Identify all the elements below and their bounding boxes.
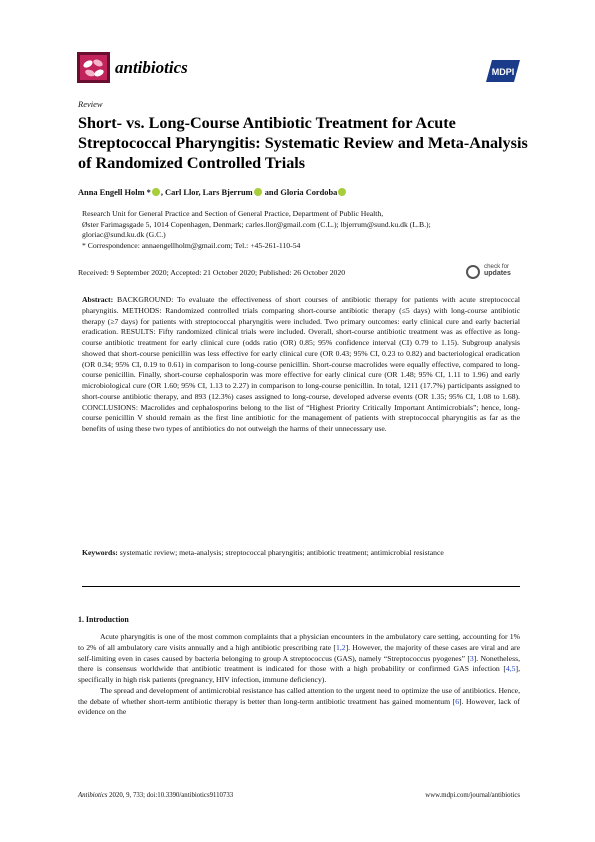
article-type: Review: [78, 99, 103, 109]
author-name: Carl Llor: [165, 188, 199, 197]
author-separator: ,: [198, 188, 203, 197]
keywords: [82, 548, 520, 559]
author-separator: and: [262, 188, 281, 197]
author-name: Gloria Cordoba: [280, 188, 338, 197]
journal-logo-icon: [77, 52, 110, 83]
check-updates-label: check for updates: [484, 263, 511, 277]
footer-journal: Antibiotics: [78, 792, 108, 799]
author-name: Anna Engell Holm *: [78, 188, 151, 197]
abstract-text: BACKGROUND: To evaluate the effectiveness of short courses of antibiotic therapy for patients with acute streptococcal pharyngitis. METHODS: Randomized controlled trials comparing short-course antibiotic therapy (≤5 days) with long-course antibiotic therapy (≥7 days) for patients with streptococcal pharyngitis were included. Two primary outcomes: early clinical cure and early bacterial eradication. RESULTS: Fifty randomized clinical trials were included. Overall, short-course antibiotic treatment was as effective as long-course antibiotic treatment for early clinical cure (odds ratio (OR) 0.85; 95% confidence interval (CI) 0.79 to 1.15). Subgroup analysis showed that short-course penicillin was less effective for early clinical cure (OR 0.43; 95% CI, 0.23 to 0.82) and bacteriological eradication (OR 0.34; 95% CI, 0.19 to 0.61) in comparison to long-course penicillin. Short-course macrolides were equally effective, compared to long-course penicillin. Finally, short-course cephalosporin was more effective for early clinical cure (OR 1.48; 95% CI, 1.11 to 1.96) and early microbiological cure (OR 1.60; 95% CI, 1.13 to 2.27) in comparison to long-course penicillin. In total, 1211 (17.7%) participants assigned to short-course antibiotic therapy, and 893 (12.3%) cases assigned to long-course, developed adverse events (OR 1.35; 95% CI, 1.08 to 1.68). CONCLUSIONS: Macrolides and cephalosporins belong to the list of “Highest Priority Critically Important Antimicrobials”; hence, long-course penicillin V should remain as the first line antibiotic for the management of patients with streptococcal pharyngitis as far as the benefits of using these two types of antibiotics do not outweigh the harms of their unnecessary use.: [82, 295, 520, 433]
mdpi-logo-text: MDPI: [491, 67, 515, 77]
citation-link[interactable]: 3: [469, 653, 474, 663]
journal-name: antibiotics: [115, 58, 188, 77]
footer-citation: Antibiotics 2020, 9, 733; doi:10.3390/antibiotics9110733: [78, 792, 234, 799]
correspondence-line[interactable]: * Correspondence: annaengellholm@gmail.com; Tel.: +45-261-110-54: [82, 240, 301, 250]
abstract-label: Abstract:: [82, 295, 114, 304]
affiliation-line: Research Unit for General Practice and Section of General Practice, Department of Public Health,: [82, 209, 384, 218]
paragraph: Acute pharyngitis is one of the most common complaints that a physician encounters in the ambulatory care setting, accounting for 1% to 2% of all ambulatory care visits annually and a high antibiotic prescribing rate [1,2]. However, the majority of these cases are viral and are self-limiting even in cases caused by bacteria belonging to group A streptococcus (GAS), namely “Streptococcus pyogenes” [3]. Nonetheless, there is consensus worldwide that antibiotic treatment is indicated for those with a high probability or confirmed GAS infection [4,5], specifically in high risk patients (pregnancy, HIV infection, immune deficiency).: [78, 632, 520, 684]
affiliation-line[interactable]: gloriac@sund.ku.dk (G.C.): [82, 230, 166, 240]
author-name: Lars Bjerrum: [202, 188, 253, 197]
check-for-updates-badge[interactable]: [466, 263, 526, 285]
author-list: [78, 188, 347, 197]
orcid-icon[interactable]: [152, 188, 160, 196]
mdpi-logo-icon: [486, 60, 520, 82]
article-title: Short- vs. Long-Course Antibiotic Treatment for Acute Streptococcal Pharyngitis: Systematic Review and Meta-Analysis of Randomized Controlled Trials: [78, 114, 528, 172]
section-divider: [82, 586, 520, 587]
author-separator: ,: [160, 188, 166, 197]
orcid-icon[interactable]: [254, 188, 262, 196]
section-heading: 1. Introduction: [78, 615, 129, 624]
publication-dates: Received: 9 September 2020; Accepted: 21 October 2020; Published: 26 October 2020: [78, 268, 346, 277]
keywords-text: systematic review; meta-analysis; streptococcal pharyngitis; antibiotic treatment; antimicrobial resistance: [119, 548, 444, 557]
footer-url[interactable]: www.mdpi.com/journal/antibiotics: [425, 792, 520, 799]
affiliation-line[interactable]: Øster Farimagsgade 5, 1014 Copenhagen, Denmark; carles.llor@gmail.com (C.L.); lbjerrum@sund.ku.dk (L.B.);: [82, 219, 431, 229]
citation-link[interactable]: 6: [455, 696, 460, 706]
paragraph: The spread and development of antimicrobial resistance has called attention to the urgent need to optimize the use of antibiotics. Hence, the debate of whether short-term antibiotic therapy is better than long-term antibiotic treatment has gained momentum [6]. However, lack of evidence on the: [78, 685, 520, 717]
keywords-label: Keywords:: [82, 548, 118, 557]
orcid-icon[interactable]: [338, 188, 346, 196]
affiliations: [82, 209, 522, 251]
body-text: [78, 632, 520, 718]
citation-link[interactable]: 4,5: [505, 664, 516, 674]
citation-link[interactable]: 1,2: [335, 642, 346, 652]
check-updates-icon: [466, 265, 480, 279]
abstract: [82, 295, 520, 435]
